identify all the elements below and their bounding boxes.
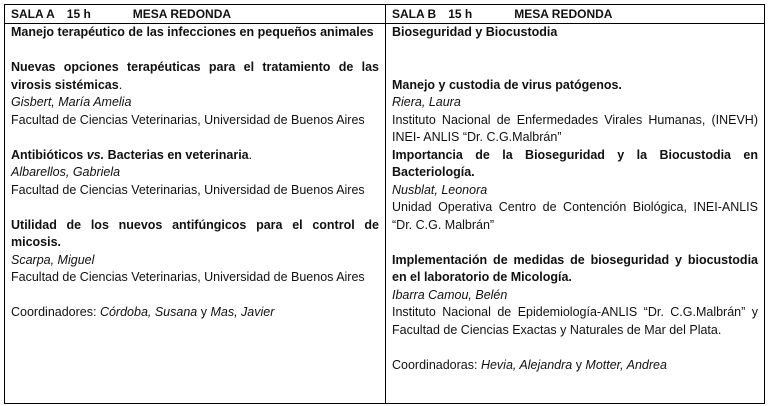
time-label: 15 h	[448, 7, 473, 21]
talk-affiliation: Instituto Nacional de Epidemiología-ANLIS “Dr. C.G.Malbrán” y Facultad de Ciencias Exactas y Naturales de Mar del Plata.	[392, 305, 758, 337]
sala-b-content	[386, 24, 765, 404]
talk-title: Manejo y custodia de virus patógenos.	[392, 77, 622, 92]
talk-author: Albarellos, Gabriela	[11, 165, 121, 179]
sala-label: SALA A	[11, 7, 55, 21]
talk-affiliation: Facultad de Ciencias Veterinarias, Universidad de Buenos Aires	[11, 112, 365, 127]
header-sala-a	[5, 5, 386, 24]
talk-title: Nuevas opciones terapéuticas para el tratamiento de las virosis sistémicas.	[11, 60, 379, 92]
session-type: MESA REDONDA	[514, 7, 613, 21]
talk-author: Nusblat, Leonora	[392, 182, 488, 197]
talk-title: Antibióticos vs. Bacterias en veterinaria.	[11, 147, 253, 162]
talk-affiliation: Facultad de Ciencias Veterinarias, Universidad de Buenos Aires	[11, 182, 365, 197]
session-type: MESA REDONDA	[132, 7, 232, 21]
sala-a-content	[5, 24, 386, 404]
talk-affiliation: Facultad de Ciencias Veterinarias, Universidad de Buenos Aires	[11, 270, 365, 284]
talk-title: Importancia de la Bioseguridad y la Biocustodia en Bacteriología.	[392, 147, 758, 179]
time-label: 15 h	[66, 7, 91, 21]
talk-author: Scarpa, Miguel	[11, 252, 95, 267]
header-sala-b	[386, 5, 765, 24]
program-document	[4, 4, 764, 402]
talk-author: Ibarra Camou, Belén	[392, 287, 508, 302]
content-row	[5, 24, 765, 404]
talk-affiliation: Unidad Operativa Centro de Contención Biológica, INEI-ANLIS “Dr. C.G. Malbrán”	[392, 200, 758, 232]
sala-label: SALA B	[392, 7, 437, 21]
talk-author: Gisbert, María Amelia	[11, 95, 132, 109]
talk-title: Implementación de medidas de bioseguridad y biocustodia en el laboratorio de Micología.	[392, 252, 758, 284]
talk-affiliation: Instituto Nacional de Enfermedades Virales Humanas, (INEVH) INEI- ANLIS “Dr. C.G.Malbrán”	[392, 112, 758, 144]
session-title: Bioseguridad y Biocustodia	[392, 25, 558, 39]
coordinators-line: Coordinadoras: Hevia, Alejandra y Motter, Andrea	[392, 357, 667, 372]
schedule-table	[4, 4, 765, 404]
header-row	[5, 5, 765, 24]
session-title: Manejo terapéutico de las infecciones en pequeños animales	[11, 25, 374, 39]
talk-author: Riera, Laura	[392, 95, 461, 109]
talk-title: Utilidad de los nuevos antifúngicos para el control de micosis.	[11, 217, 379, 249]
coordinators-line: Coordinadores: Córdoba, Susana y Mas, Javier	[11, 305, 275, 319]
